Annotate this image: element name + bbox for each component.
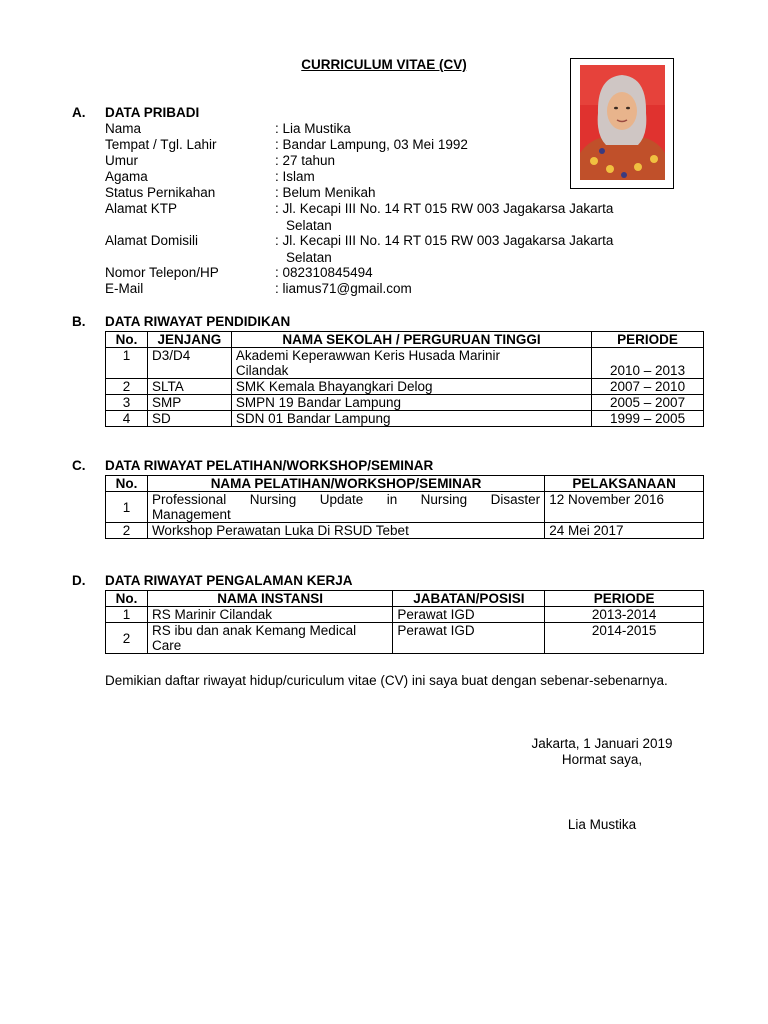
cell-no: 3 (106, 395, 148, 411)
field-label: E-Mail (105, 281, 144, 296)
cell-no: 2 (106, 523, 148, 539)
column-header: NAMA PELATIHAN/WORKSHOP/SEMINAR (147, 476, 544, 492)
table-header-row (106, 591, 704, 607)
column-header: No. (106, 591, 148, 607)
cell-period: 1999 – 2005 (592, 411, 704, 427)
cell-level: SD (147, 411, 231, 427)
cell-school: SDN 01 Bandar Lampung (231, 411, 591, 427)
portrait-photo-icon (580, 65, 665, 180)
closing-statement: Demikian daftar riwayat hidup/curiculum vitae (CV) ini saya buat dengan sebenar-sebenarnya. (105, 673, 668, 688)
profile-photo (570, 58, 674, 189)
field-value: : Islam (275, 169, 315, 184)
section-a-heading: A. DATA PRIBADI (72, 105, 200, 120)
field-label: Tempat / Tgl. Lahir (105, 137, 217, 152)
education-table (105, 331, 704, 427)
field-label: Nama (105, 121, 142, 136)
field-label: Alamat KTP (105, 201, 178, 216)
section-d-heading: D. DATA RIWAYAT PENGALAMAN KERJA (72, 573, 353, 588)
cell-no: 2 (106, 379, 148, 395)
cell-position: Perawat IGD (393, 607, 545, 623)
table-header-row (106, 476, 704, 492)
table-row (106, 348, 704, 379)
training-table (105, 475, 704, 539)
table-header-row (106, 332, 704, 348)
personal-row-marital (105, 185, 376, 201)
personal-row-ktp-address (105, 201, 614, 217)
field-value: : liamus71@gmail.com (275, 281, 412, 296)
cell-school: Akademi Keperawwan Keris Husada Marinir Cilandak (231, 348, 591, 379)
cell-level: D3/D4 (147, 348, 231, 379)
field-value: : 27 tahun (275, 153, 336, 168)
cell-position: Perawat IGD (393, 623, 545, 654)
personal-row-age (105, 153, 336, 169)
cell-no: 4 (106, 411, 148, 427)
document-title: CURRICULUM VITAE (CV) (301, 57, 467, 72)
cell-no: 2 (106, 623, 148, 654)
table-row (106, 411, 704, 427)
field-value: : Belum Menikah (275, 185, 376, 200)
cell-period: 2005 – 2007 (592, 395, 704, 411)
personal-row-email (105, 281, 412, 297)
field-label: Alamat Domisili (105, 233, 199, 248)
column-header: JABATAN/POSISI (393, 591, 545, 607)
section-c-heading: C. DATA RIWAYAT PELATIHAN/WORKSHOP/SEMINAR (72, 458, 434, 473)
column-header: NAMA SEKOLAH / PERGURUAN TINGGI (231, 332, 591, 348)
cell-school: SMK Kemala Bhayangkari Delog (231, 379, 591, 395)
field-label: Umur (105, 153, 138, 168)
signature-greeting: Hormat saya, (561, 752, 643, 767)
column-header: No. (106, 476, 148, 492)
ktp-address-continuation: Selatan (286, 218, 332, 233)
cell-date: 24 Mei 2017 (545, 523, 704, 539)
cell-place: RS Marinir Cilandak (147, 607, 392, 623)
domicile-address-continuation: Selatan (286, 250, 332, 265)
column-header: No. (106, 332, 148, 348)
signature-name: Lia Mustika (567, 817, 637, 832)
field-label: Agama (105, 169, 148, 184)
cell-period: 2007 – 2010 (592, 379, 704, 395)
cell-period: 2014-2015 (545, 623, 704, 654)
column-header: JENJANG (147, 332, 231, 348)
table-row (106, 395, 704, 411)
column-header: PERIODE (545, 591, 704, 607)
cell-no: 1 (106, 492, 148, 523)
field-value: : Jl. Kecapi III No. 14 RT 015 RW 003 Jagakarsa Jakarta (275, 201, 614, 216)
cell-no: 1 (106, 607, 148, 623)
field-value: : Bandar Lampung, 03 Mei 1992 (275, 137, 468, 152)
cell-training-name: Workshop Perawatan Luka Di RSUD Tebet (147, 523, 544, 539)
signature-place-date: Jakarta, 1 Januari 2019 (531, 736, 673, 751)
field-label: Nomor Telepon/HP (105, 265, 219, 280)
field-value: : Lia Mustika (275, 121, 351, 136)
table-row (106, 607, 704, 623)
table-row (106, 492, 704, 523)
table-row (106, 523, 704, 539)
field-value: : 082310845494 (275, 265, 373, 280)
personal-row-religion (105, 169, 315, 185)
work-table (105, 590, 704, 654)
personal-row-domicile (105, 233, 614, 249)
field-value: : Jl. Kecapi III No. 14 RT 015 RW 003 Jagakarsa Jakarta (275, 233, 614, 248)
cell-period: 2013-2014 (545, 607, 704, 623)
cell-place: RS ibu dan anak Kemang Medical Care (147, 623, 392, 654)
table-row (106, 379, 704, 395)
personal-row-birth (105, 137, 468, 153)
personal-row-name (105, 121, 351, 137)
column-header: PELAKSANAAN (545, 476, 704, 492)
cell-school: SMPN 19 Bandar Lampung (231, 395, 591, 411)
field-label: Status Pernikahan (105, 185, 216, 200)
section-b-heading: B. DATA RIWAYAT PENDIDIKAN (72, 314, 291, 329)
cell-training-name: Professional Nursing Update in Nursing Disaster Management (147, 492, 544, 523)
cell-level: SLTA (147, 379, 231, 395)
cell-no: 1 (106, 348, 148, 379)
column-header: PERIODE (592, 332, 704, 348)
column-header: NAMA INSTANSI (147, 591, 392, 607)
cell-level: SMP (147, 395, 231, 411)
table-row (106, 623, 704, 654)
cell-period: 2010 – 2013 (592, 348, 704, 379)
personal-row-phone (105, 265, 373, 281)
cell-date: 12 November 2016 (545, 492, 704, 523)
